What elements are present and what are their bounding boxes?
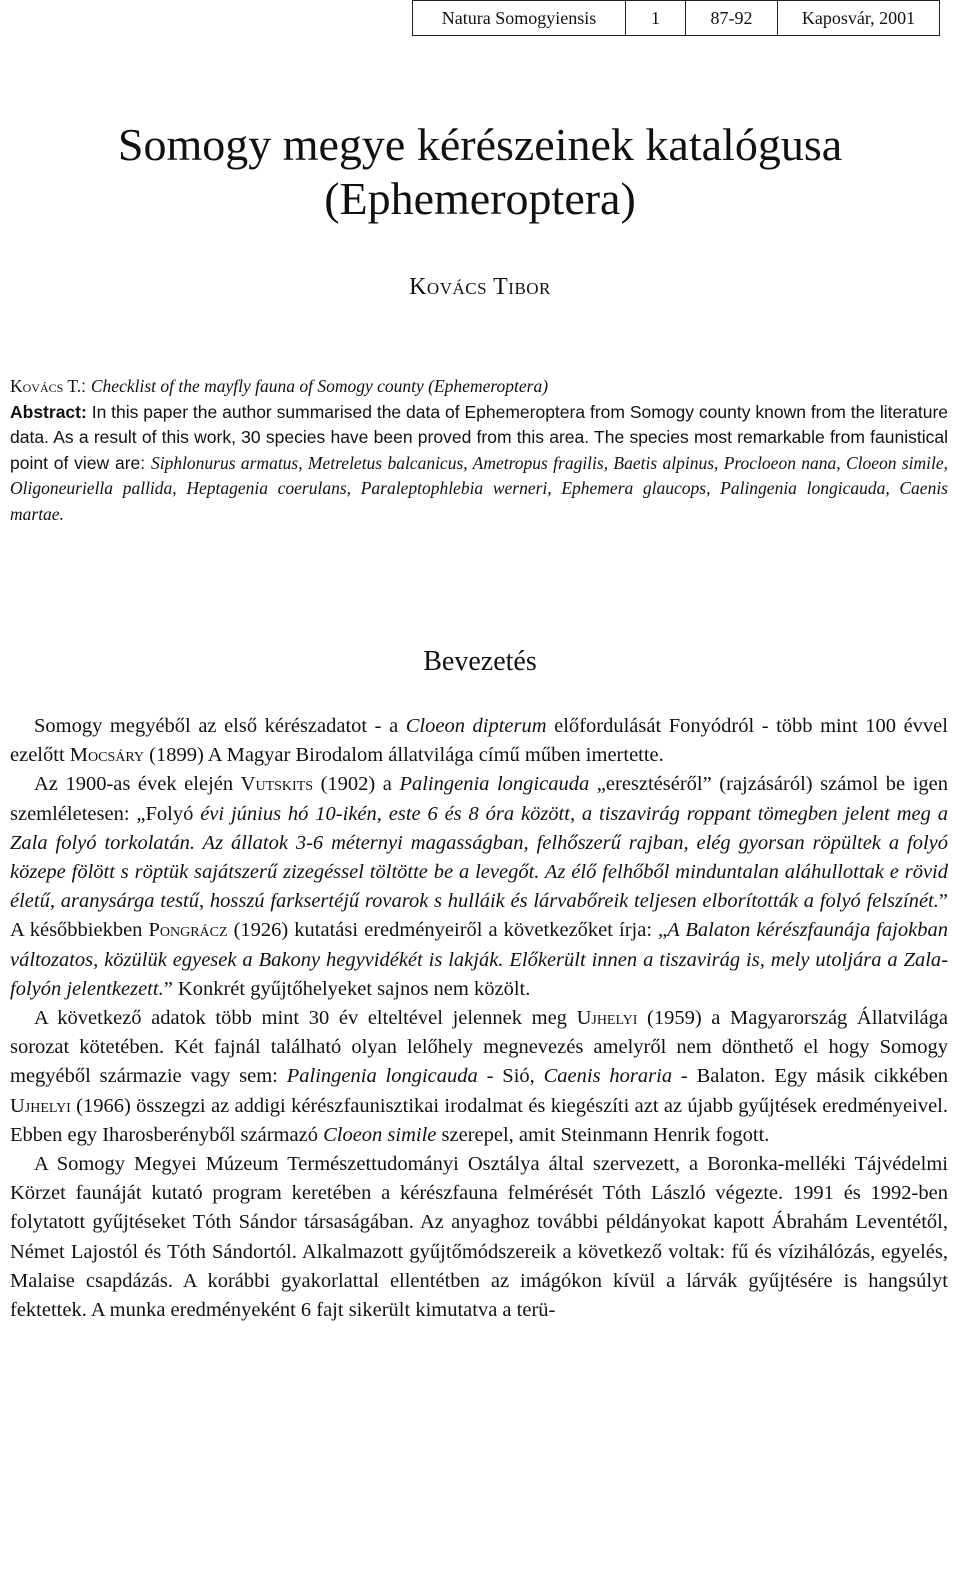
text-run: (1966) összegzi az addigi kérészfaunisztikai irodalmat és kiegészíti azt az újabb gyűjtések eredményeivel. Ebben egy Iharosberényből származó — [10, 1094, 948, 1146]
text-run: - Balaton. Egy másik cikkében — [672, 1065, 948, 1088]
text-run: - Sió, — [477, 1065, 544, 1088]
text-run: (1959) a Magyarország Állatvilága sorozat kötetében. Két fajnál található olyan lelőhely megnevezés amelyről nem dönthető el hogy Somogy megyéből származie vagy sem: — [10, 1007, 948, 1088]
citation-author: Kovács T. — [10, 376, 82, 396]
abstract-text: In this paper the author summarised the data of Ephemeroptera from Somogy county known from the literature data. As a result of this work, 30 species have been proved from this area. The species most remarkable from faunistical point of view are: — [10, 401, 948, 473]
species-name: Cloeon simile — [323, 1123, 437, 1146]
abstract-block — [10, 374, 948, 527]
text-run: előfordulását Fonyódról - több mint 100 évvel ezelőtt — [10, 715, 948, 767]
paper-title-line1: Somogy megye kérészeinek katalógusa — [117, 119, 843, 170]
paper-title-line2: (Ephemeroptera) — [324, 173, 636, 224]
quotation: évi június hó 10-ikén, este 6 és 8 óra között, a tiszavirág roppant tömegben jelent meg a Zala folyó torkolatán. Az állatok 3-6 méternyi magasságban, felhőszerű rajban, elég gyorsan röpültek a folyó közepe fölött s röptük sajátszerű zizegéssel töltötte be a levegőt. Az élő felhőből minduntalan aláhullottak e rövid életű, aranysárga testű, hosszú farksertéjű rovarok s hulláik és lárvabőreik teljesen elborították a folyó felszínét. — [10, 802, 948, 913]
text-run: (1902) a — [313, 773, 400, 796]
journal-place-year: Kaposvár, 2001 — [777, 1, 939, 35]
body-text — [10, 712, 948, 1325]
journal-volume: 1 — [625, 1, 685, 35]
text-run: A következő adatok több mint 30 év elteltével jelennek meg — [34, 1007, 577, 1030]
species-name: Caenis horaria — [543, 1065, 673, 1088]
paragraph-2 — [10, 770, 948, 1004]
paper-author: Kovács Tibor — [409, 274, 551, 300]
abstract-species-list: Siphlonurus armatus, Metreletus balcanicus, Ametropus fragilis, Baetis alpinus, Procloeon nana, Cloeon simile, Oligoneuriella pallida, Heptagenia coerulans, Paraleptophlebia werneri, Ephemera glaucops, Palingenia longicauda, Caenis martae. — [10, 452, 949, 524]
paragraph-1 — [10, 712, 948, 770]
author-reference: Mocsáry — [69, 744, 145, 767]
journal-name: Natura Somogyiensis — [441, 7, 597, 28]
text-run: ” Konkrét gyűjtőhelyeket sajnos nem közölt. — [163, 977, 531, 1000]
text-run: ” A későbbiekben — [10, 890, 948, 942]
citation-title: Checklist of the mayfly fauna of Somogy county (Ephemeroptera) — [90, 376, 549, 396]
text-run: Az 1900-as évek elején — [34, 773, 241, 796]
text-run: (1899) A Magyar Birodalom állatvilága című műben imertette. — [144, 744, 664, 767]
text-run: „eresztéséről” (rajzásáról) számol be igen szemléletesen: „Folyó — [10, 773, 948, 825]
species-name: Palingenia longicauda — [286, 1065, 478, 1088]
species-name: Palingenia longicauda — [399, 773, 590, 796]
author-reference: Ujhelyi — [10, 1094, 71, 1117]
abstract-label: Abstract: — [10, 401, 87, 422]
text-run: szerepel, amit Steinmann Henrik fogott. — [436, 1123, 770, 1146]
text-run: Somogy megyéből az első kérészadatot - a — [34, 715, 406, 737]
journal-header — [412, 0, 940, 36]
author-reference: Pongrácz — [148, 919, 228, 942]
paragraph-3 — [10, 1004, 948, 1150]
text-run: A Somogy Megyei Múzeum Természettudományi Osztálya által szervezett, a Boronka-melléki Tájvédelmi Körzet faunáját kutató program keretében a kérészfauna felmérését Tóth László végezte. 1991 és 1992-ben folytatott gyűjtéseket Tóth Sándor társaságában. Az anyaghoz további példányokat kapott Ábrahám Leventétől, Német Lajostól és Tóth Sándortól. Alkalmazott gyűjtőmódszereik a következő voltak: fű és vízihálózás, egyelés, Malaise csapdázás. A korábbi gyakorlattal ellentétben az imágókon kívül a lárvák gyűjtésére is hangsúlyt fektettek. A munka eredményeként 6 fajt sikerült kimutatva a terü- — [10, 1153, 948, 1322]
section-title: Bevezetés — [423, 646, 537, 677]
paper-title — [0, 118, 960, 226]
species-name: Cloeon dipterum — [405, 715, 547, 737]
author-reference: Ujhelyi — [576, 1007, 638, 1030]
citation-line — [10, 374, 948, 400]
paragraph-4 — [10, 1150, 948, 1325]
journal-pages: 87-92 — [685, 1, 777, 35]
citation-separator: : — [81, 376, 91, 396]
text-run: (1926) kutatási eredményeiről a következőket írja: „ — [227, 919, 668, 942]
author-reference: Vutskits — [240, 773, 314, 796]
quotation: A Balaton kérészfaunája fajokban változatos, közülük egyesek a Bakony hegyvidékét is lakják. Előkerült innen a tiszavirág is, mely utoljára a Zala-folyón jelentkezett. — [10, 919, 948, 1000]
